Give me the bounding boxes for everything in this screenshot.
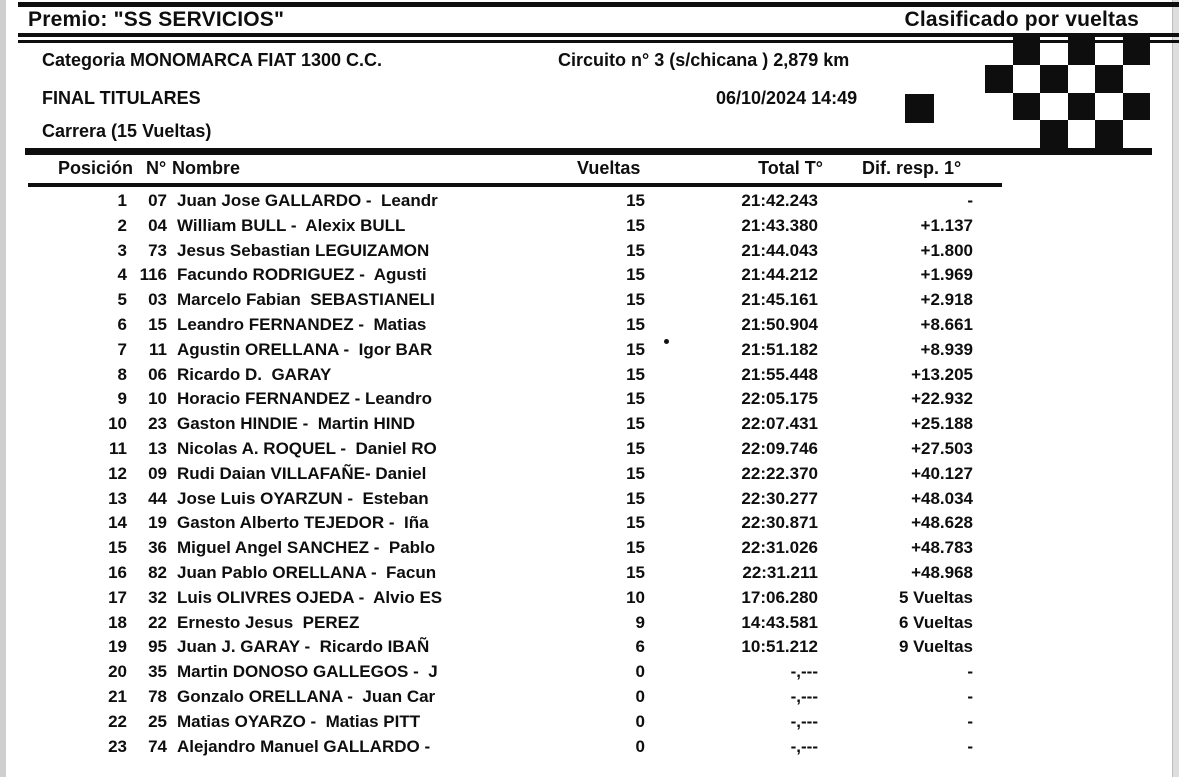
cell-position: 3 — [117, 240, 127, 260]
cell-laps: 9 — [635, 612, 645, 632]
column-header-total: Total T° — [758, 158, 823, 178]
cell-diff: +22.932 — [911, 389, 973, 409]
flag-white-square — [1068, 120, 1096, 148]
cell-total: 22:30.871 — [741, 513, 818, 533]
cell-diff: +40.127 — [911, 463, 973, 483]
column-header-name: Nombre — [172, 158, 241, 178]
table-row — [0, 487, 1179, 512]
cell-position: 2 — [117, 215, 127, 235]
cell-position: 17 — [108, 587, 127, 607]
datetime-label: 06/10/2024 14:49 — [716, 88, 858, 108]
cell-laps: 15 — [626, 339, 645, 359]
cell-total: 22:31.026 — [741, 538, 818, 558]
cell-laps: 15 — [626, 240, 645, 260]
table-row — [0, 387, 1179, 412]
cell-name: Agustin ORELLANA - Igor BAR — [177, 339, 433, 359]
table-row — [0, 412, 1179, 437]
cell-number: 78 — [148, 686, 167, 706]
table-row — [0, 660, 1179, 685]
flag-white-square — [985, 93, 1013, 121]
top-rule — [18, 2, 1179, 7]
cell-total: 21:44.043 — [741, 240, 818, 260]
cell-number: 95 — [148, 637, 167, 657]
cell-name: Matias OYARZO - Matias PITT — [177, 711, 421, 731]
cell-name: Rudi Daian VILLAFAÑE- Daniel — [177, 463, 427, 483]
table-row — [0, 189, 1179, 214]
cell-position: 16 — [108, 562, 127, 582]
cell-position: 10 — [108, 414, 127, 434]
cell-name: Jose Luis OYARZUN - Esteban — [177, 488, 429, 508]
cell-total: 21:44.212 — [741, 265, 818, 285]
cell-position: 14 — [108, 513, 127, 533]
flag-white-square — [1040, 37, 1068, 65]
cell-diff: - — [967, 686, 973, 706]
cell-position: 9 — [117, 389, 127, 409]
cell-laps: 0 — [635, 686, 645, 706]
cell-position: 13 — [108, 488, 127, 508]
cell-number: 13 — [148, 438, 167, 458]
cell-name: Marcelo Fabian SEBASTIANELI — [177, 290, 435, 310]
cell-name: Gaston HINDIE - Martin HIND — [177, 414, 416, 434]
table-row — [0, 635, 1179, 660]
cell-name: Facundo RODRIGUEZ - Agusti — [177, 265, 427, 285]
table-row — [0, 263, 1179, 288]
cell-laps: 15 — [626, 463, 645, 483]
section-rule — [25, 148, 1152, 155]
black-square-mark — [905, 94, 934, 123]
table-row — [0, 363, 1179, 388]
cell-number: 03 — [148, 290, 167, 310]
cell-name: William BULL - Alexix BULL — [177, 215, 406, 235]
flag-white-square — [1013, 120, 1041, 148]
cell-diff: - — [967, 191, 973, 210]
cell-position: 15 — [108, 538, 127, 558]
header-underline — [28, 183, 1002, 187]
cell-diff: 6 Vueltas — [898, 612, 973, 632]
cell-laps: 0 — [635, 711, 645, 731]
flag-black-square — [985, 65, 1013, 93]
cell-position: 8 — [117, 364, 127, 384]
flag-black-square — [1013, 93, 1041, 121]
cell-laps: 15 — [626, 314, 645, 334]
cell-name: Alejandro Manuel GALLARDO - — [177, 736, 431, 756]
table-row — [0, 338, 1179, 363]
cell-diff: +25.188 — [911, 414, 973, 434]
cell-number: 35 — [148, 662, 167, 682]
flag-white-square — [1040, 93, 1068, 121]
flag-black-square — [1068, 37, 1096, 65]
cell-laps: 6 — [635, 637, 645, 657]
cell-position: 22 — [108, 711, 127, 731]
race-label: Carrera (15 Vueltas) — [42, 121, 212, 141]
cell-position: 4 — [117, 265, 127, 285]
cell-laps: 15 — [626, 488, 645, 508]
flag-black-square — [1095, 65, 1123, 93]
column-header-laps: Vueltas — [577, 158, 641, 178]
flag-black-square — [1013, 37, 1041, 65]
cell-diff: +27.503 — [911, 438, 973, 458]
cell-total: 21:42.243 — [741, 191, 818, 210]
cell-position: 11 — [109, 438, 127, 458]
flag-white-square — [985, 120, 1013, 148]
cell-position: 18 — [108, 612, 127, 632]
flag-white-square — [1123, 65, 1151, 93]
cell-laps: 15 — [626, 414, 645, 434]
flag-white-square — [1013, 65, 1041, 93]
cell-total: 22:30.277 — [741, 488, 818, 508]
cell-total: 22:22.370 — [741, 463, 818, 483]
cell-name: Gonzalo ORELLANA - Juan Car — [177, 686, 436, 706]
cell-number: 11 — [149, 339, 167, 359]
cell-diff: +8.661 — [920, 314, 973, 334]
flag-white-square — [1068, 65, 1096, 93]
cell-name: Gaston Alberto TEJEDOR - Iña — [177, 513, 429, 533]
cell-name: Juan Pablo ORELLANA - Facun — [177, 562, 437, 582]
cell-position: 20 — [108, 662, 127, 682]
cell-number: 73 — [148, 240, 167, 260]
cell-name: Juan Jose GALLARDO - Leandr — [177, 191, 438, 210]
cell-number: 32 — [148, 587, 167, 607]
checkered-flag-icon — [985, 37, 1150, 148]
cell-position: 12 — [108, 463, 127, 483]
table-row — [0, 710, 1179, 735]
cell-total: -,--- — [790, 662, 818, 682]
cell-diff: 5 Vueltas — [898, 587, 973, 607]
cell-total: 21:50.904 — [741, 314, 818, 334]
cell-diff: +48.968 — [911, 562, 973, 582]
cell-diff: - — [967, 711, 973, 731]
scan-dot-artifact — [664, 339, 669, 344]
cell-number: 23 — [148, 414, 167, 434]
cell-number: 10 — [148, 389, 167, 409]
cell-number: 44 — [148, 488, 167, 508]
cell-position: 6 — [117, 314, 127, 334]
cell-laps: 10 — [626, 587, 645, 607]
flag-black-square — [1040, 120, 1068, 148]
cell-name: Nicolas A. ROQUEL - Daniel RO — [177, 438, 437, 458]
cell-number: 07 — [148, 191, 167, 210]
page-title: Premio: "SS SERVICIOS" — [28, 8, 285, 31]
table-row — [0, 685, 1179, 710]
column-header-number: N° — [146, 158, 167, 178]
flag-black-square — [1040, 65, 1068, 93]
cell-diff: 9 Vueltas — [898, 637, 973, 657]
cell-name: Ricardo D. GARAY — [177, 364, 332, 384]
cell-number: 09 — [148, 463, 167, 483]
cell-total: 22:31.211 — [742, 562, 818, 582]
cell-laps: 15 — [626, 191, 645, 210]
flag-white-square — [1123, 120, 1151, 148]
classification-label: Clasificado por vueltas — [904, 8, 1139, 31]
cell-total: 14:43.581 — [741, 612, 818, 632]
flag-white-square — [1095, 37, 1123, 65]
cell-diff: +48.783 — [911, 538, 973, 558]
cell-total: 22:09.746 — [741, 438, 818, 458]
cell-name: Ernesto Jesus PEREZ — [177, 612, 360, 632]
results-rows — [0, 189, 1179, 759]
cell-laps: 15 — [626, 389, 645, 409]
cell-laps: 15 — [626, 438, 645, 458]
cell-number: 36 — [148, 538, 167, 558]
table-row — [0, 288, 1179, 313]
cell-number: 25 — [148, 711, 167, 731]
cell-number: 82 — [148, 562, 167, 582]
cell-number: 116 — [139, 265, 167, 285]
cell-position: 5 — [117, 290, 127, 310]
cell-diff: +48.034 — [911, 488, 973, 508]
cell-diff: - — [967, 736, 973, 756]
cell-name: Leandro FERNANDEZ - Matias — [177, 314, 427, 334]
cell-total: 22:07.431 — [741, 414, 818, 434]
cell-laps: 15 — [626, 290, 645, 310]
table-row — [0, 561, 1179, 586]
session-label: FINAL TITULARES — [42, 88, 201, 108]
cell-number: 04 — [148, 215, 167, 235]
table-row — [0, 511, 1179, 536]
cell-laps: 15 — [626, 215, 645, 235]
cell-laps: 15 — [626, 364, 645, 384]
cell-diff: +2.918 — [920, 290, 973, 310]
cell-total: 22:05.175 — [741, 389, 818, 409]
flag-white-square — [985, 37, 1013, 65]
cell-name: Horacio FERNANDEZ - Leandro — [177, 389, 433, 409]
cell-number: 15 — [148, 314, 167, 334]
cell-name: Jesus Sebastian LEGUIZAMON — [177, 240, 430, 260]
cell-number: 19 — [148, 513, 167, 533]
cell-diff: +13.205 — [911, 364, 973, 384]
cell-name: Martin DONOSO GALLEGOS - J — [177, 662, 438, 682]
cell-total: 21:43.380 — [741, 215, 818, 235]
table-row — [0, 536, 1179, 561]
column-header-position: Posición — [58, 158, 134, 178]
cell-total: 21:51.182 — [741, 339, 818, 359]
cell-diff: - — [967, 662, 973, 682]
cell-laps: 15 — [626, 538, 645, 558]
cell-diff: +48.628 — [911, 513, 973, 533]
table-row — [0, 239, 1179, 264]
table-row — [0, 437, 1179, 462]
cell-position: 1 — [117, 191, 127, 210]
cell-laps: 15 — [626, 265, 645, 285]
flag-black-square — [1095, 120, 1123, 148]
column-header-diff: Dif. resp. 1° — [862, 158, 962, 178]
cell-number: 74 — [148, 736, 167, 756]
flag-black-square — [1068, 93, 1096, 121]
cell-position: 7 — [117, 339, 127, 359]
cell-position: 23 — [108, 736, 127, 756]
flag-white-square — [1095, 93, 1123, 121]
cell-position: 19 — [108, 637, 127, 657]
flag-black-square — [1123, 37, 1151, 65]
cell-total: 10:51.212 — [741, 637, 818, 657]
table-row — [0, 586, 1179, 611]
flag-black-square — [1123, 93, 1151, 121]
cell-number: 06 — [148, 364, 167, 384]
cell-diff: +1.800 — [920, 240, 973, 260]
cell-diff: +1.969 — [920, 265, 973, 285]
cell-laps: 0 — [635, 662, 645, 682]
circuit-label: Circuito n° 3 (s/chicana ) 2,879 km — [558, 50, 850, 70]
cell-position: 21 — [108, 686, 127, 706]
cell-total: 21:55.448 — [741, 364, 818, 384]
table-row — [0, 214, 1179, 239]
cell-diff: +8.939 — [920, 339, 973, 359]
cell-total: -,--- — [790, 711, 818, 731]
cell-name: Juan J. GARAY - Ricardo IBAÑ — [177, 637, 430, 657]
category-label: Categoria MONOMARCA FIAT 1300 C.C. — [42, 50, 383, 70]
cell-total: -,--- — [790, 686, 818, 706]
table-row — [0, 611, 1179, 636]
cell-laps: 15 — [626, 513, 645, 533]
cell-laps: 15 — [626, 562, 645, 582]
table-row — [0, 462, 1179, 487]
table-row — [0, 313, 1179, 338]
cell-name: Luis OLIVRES OJEDA - Alvio ES — [177, 587, 443, 607]
cell-number: 22 — [148, 612, 167, 632]
cell-name: Miguel Angel SANCHEZ - Pablo — [177, 538, 436, 558]
cell-diff: +1.137 — [920, 215, 973, 235]
cell-total: 17:06.280 — [741, 587, 818, 607]
cell-laps: 0 — [635, 736, 645, 756]
cell-total: 21:45.161 — [741, 290, 818, 310]
cell-total: -,--- — [790, 736, 818, 756]
table-row — [0, 735, 1179, 760]
